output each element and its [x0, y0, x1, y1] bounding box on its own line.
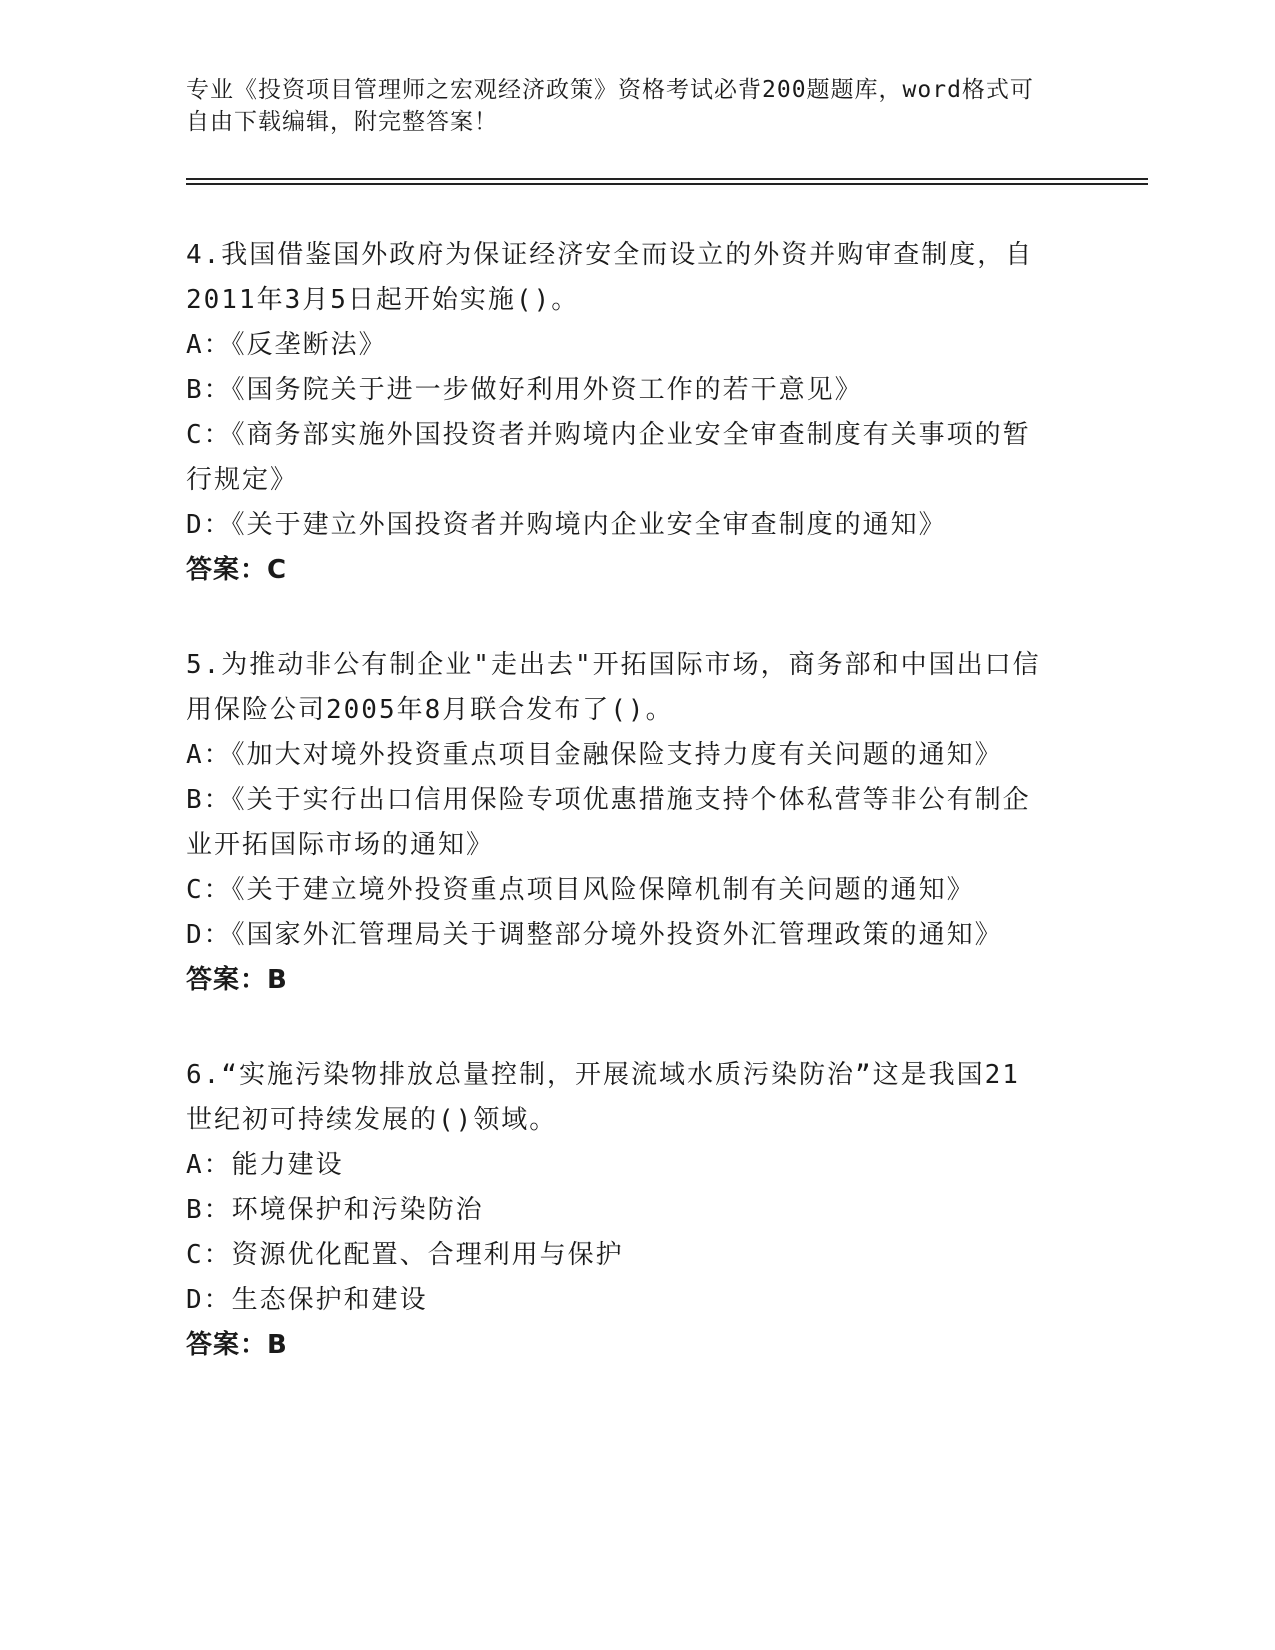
- answer-label: 答案：C: [186, 555, 288, 585]
- question-stem-line-2: 世纪初可持续发展的()领域。: [186, 1105, 558, 1135]
- option-b-continued: 业开拓国际市场的通知》: [186, 830, 495, 860]
- question-stem-line-2: 2011年3月5日起开始实施()。: [186, 285, 580, 315]
- option-a: A：《反垄断法》: [186, 330, 387, 360]
- question-stem-line-1: 6.“实施污染物排放总量控制，开展流域水质污染防治”这是我国21: [186, 1060, 1020, 1090]
- option-c-continued: 行规定》: [186, 465, 299, 495]
- document-header: [186, 74, 1066, 138]
- option-b: B：《国务院关于进一步做好利用外资工作的若干意见》: [186, 375, 863, 405]
- question-stem-line-1: 5.为推动非公有制企业"走出去"开拓国际市场，商务部和中国出口信: [186, 650, 1041, 680]
- option-b: B：环境保护和污染防治: [186, 1195, 484, 1225]
- option-c: C：《关于建立境外投资重点项目风险保障机制有关问题的通知》: [186, 875, 975, 905]
- question-stem-line-2: 用保险公司2005年8月联合发布了()。: [186, 695, 674, 725]
- header-divider-top: [186, 178, 1148, 180]
- option-d: D：生态保护和建设: [186, 1285, 428, 1315]
- option-a: A：《加大对境外投资重点项目金融保险支持力度有关问题的通知》: [186, 740, 1003, 770]
- option-c: C：《商务部实施外国投资者并购境内企业安全审查制度有关事项的暂: [186, 420, 1031, 450]
- option-b: B：《关于实行出口信用保险专项优惠措施支持个体私营等非公有制企: [186, 785, 1031, 815]
- option-d: D：《国家外汇管理局关于调整部分境外投资外汇管理政策的通知》: [186, 920, 1003, 950]
- header-line-2: 自由下载编辑，附完整答案！: [186, 109, 498, 135]
- answer-label: 答案：B: [186, 965, 288, 995]
- question-block-6: [186, 1053, 1076, 1368]
- question-block-5: [186, 643, 1076, 1003]
- answer-label: 答案：B: [186, 1330, 288, 1360]
- question-block-4: [186, 233, 1076, 593]
- option-c: C：资源优化配置、合理利用与保护: [186, 1240, 624, 1270]
- header-line-1: 专业《投资项目管理师之宏观经济政策》资格考试必背200题题库，word格式可: [186, 77, 1034, 103]
- option-d: D：《关于建立外国投资者并购境内企业安全审查制度的通知》: [186, 510, 947, 540]
- header-divider-bottom: [186, 183, 1148, 185]
- question-stem-line-1: 4.我国借鉴国外政府为保证经济安全而设立的外资并购审查制度，自: [186, 240, 1034, 270]
- option-a: A：能力建设: [186, 1150, 344, 1180]
